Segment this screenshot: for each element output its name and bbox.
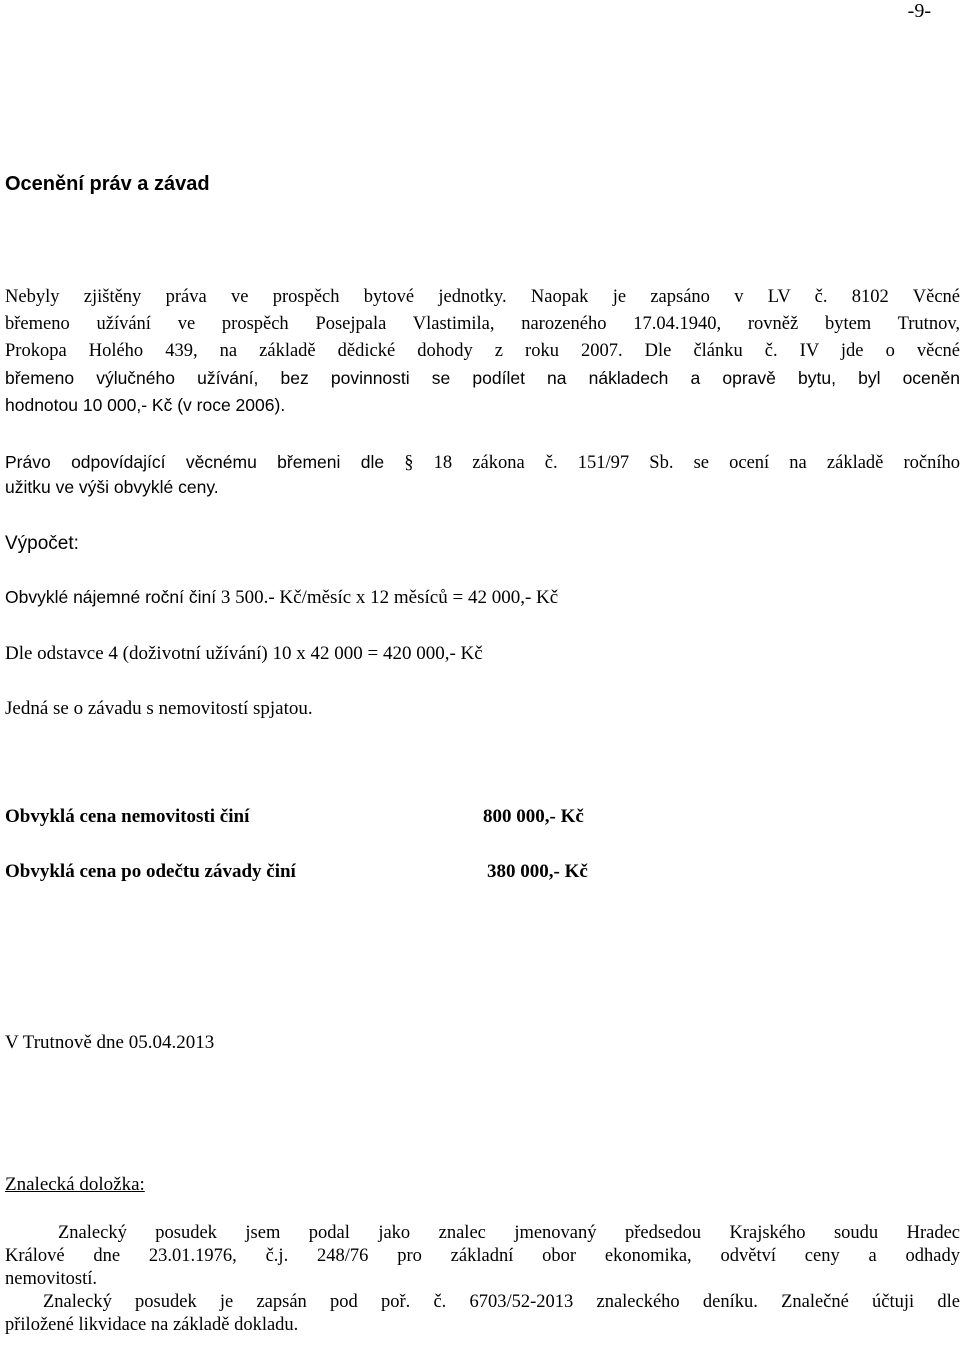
paragraph-line: břemeno užívání ve prospěch Posejpala Vlastimila, narozeného 17.04.1940, rovněž bytem Trutnov, [5, 314, 960, 334]
paragraph-line [5, 450, 960, 475]
calculation-monthly-rent [5, 587, 558, 609]
calc-text: 3 500.- Kč/měsíc x 12 měsíců = 42 000,- Kč [220, 587, 559, 608]
calculation-label: Výpočet: [5, 533, 79, 554]
calc-text: Obvyklé nájemné roční činí [5, 587, 217, 607]
encumbrance-paragraph [5, 284, 960, 419]
paragraph-text: Právo odpovídající věcnému břemeni dle [5, 452, 385, 472]
paragraph-line: Nebyly zjištěny práva ve prospěch bytové jednotky. Naopak je zapsáno v LV č. 8102 Věcné [5, 287, 960, 307]
paragraph-text: 18 zákona č. 151/97 Sb. se ocení na základě ročního [433, 453, 960, 473]
market-price-label: Obvyklá cena nemovitosti činí [5, 806, 250, 827]
clause-line: Znalecký posudek je zapsán pod poř. č. 6703/52-2013 znaleckého deníku. Znalečné účtuji dle [43, 1292, 960, 1312]
clause-line: nemovitostí. [5, 1269, 97, 1289]
paragraph-line: užitku ve výši obvyklé ceny. [5, 477, 219, 497]
expert-clause-title: Znalecká doložka: [5, 1174, 145, 1195]
clause-line: přiložené likvidace na základě dokladu. [5, 1315, 299, 1335]
page-number: -9- [907, 0, 931, 22]
calculation-lifetime-use: Dle odstavce 4 (doživotní užívání) 10 x 42 000 = 420 000,- Kč [5, 643, 483, 664]
market-price-value: 800 000,- Kč [483, 806, 584, 827]
clause-line: Králové dne 23.01.1976, č.j. 248/76 pro základní obor ekonomika, odvětví ceny a odhady [5, 1246, 960, 1266]
paragraph-line: břemeno výlučného užívání, bez povinnosti se podílet na nákladech a opravě bytu, byl oceněn [5, 368, 960, 388]
clause-line: Znalecký posudek jsem podal jako znalec jmenovaný předsedou Krajského soudu Hradec [58, 1223, 960, 1243]
paragraph-line: hodnotou 10 000,- Kč (v roce 2006). [5, 395, 286, 415]
section-symbol: § [404, 453, 414, 473]
price-after-deduction-value: 380 000,- Kč [487, 861, 588, 882]
paragraph-line: Prokopa Holého 439, na základě dědické dohody z roku 2007. Dle článku č. IV jde o věcné [5, 341, 960, 361]
encumbrance-note: Jedná se o závadu s nemovitostí spjatou. [5, 698, 313, 719]
right-valuation-paragraph [5, 450, 960, 500]
section-heading: Ocenění práv a závad [5, 173, 210, 195]
expert-clause [5, 1222, 960, 1337]
price-after-deduction-label: Obvyklá cena po odečtu závady činí [5, 861, 296, 882]
place-and-date: V Trutnově dne 05.04.2013 [5, 1032, 215, 1053]
